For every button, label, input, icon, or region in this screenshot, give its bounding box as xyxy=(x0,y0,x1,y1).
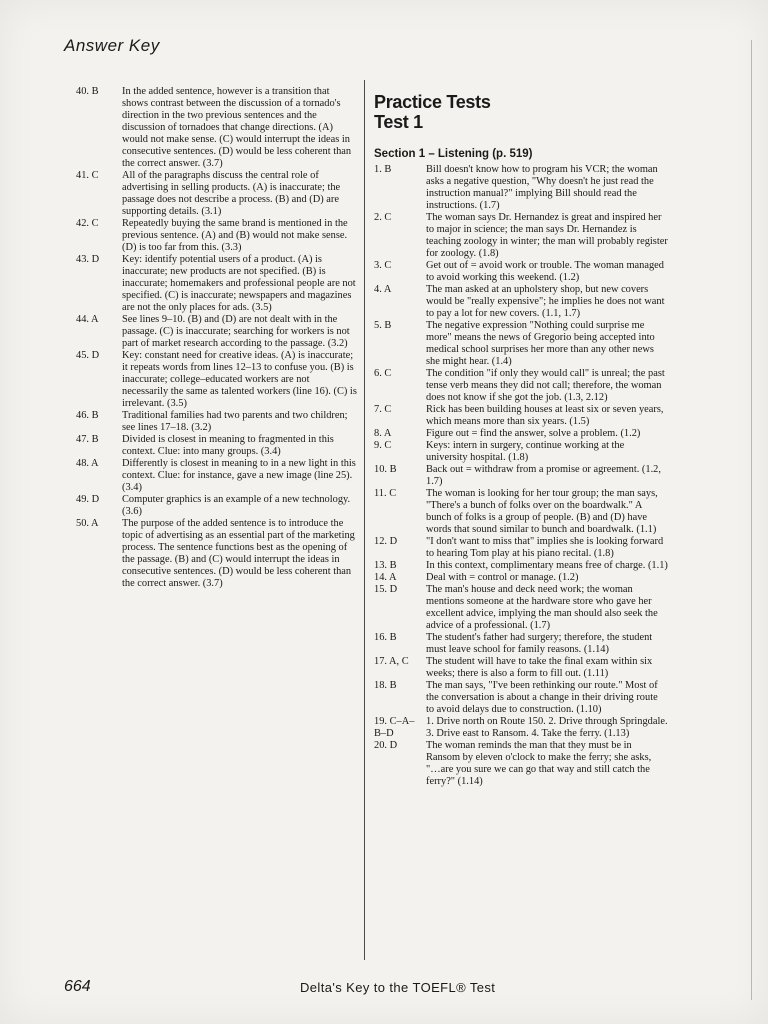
answer-number: 2. C xyxy=(374,212,392,223)
answer-number: 15. D xyxy=(374,584,398,595)
answer-explanation: The purpose of the added sentence is to introduce the topic of advertising as an essential part of the marketing process. The sentence functions best as the opening of the passage. (B) and (C) would interrupt the ideas in consecutive sentences. (D) would be less coherent than the correct answer. (3.7) xyxy=(122,518,355,589)
answer-entry xyxy=(374,656,668,680)
answer-entry xyxy=(76,494,358,518)
answer-number: 3. C xyxy=(374,260,392,271)
answer-explanation: The woman says Dr. Hernandez is great and inspired her to major in science; the man says Dr. Hernandez is teaching zoology in winter; the man will probably register for zoology. (1.8) xyxy=(426,212,668,259)
answer-entry xyxy=(374,680,668,716)
answer-number: 6. C xyxy=(374,368,392,379)
answer-explanation: Keys: intern in surgery, continue working at the university hospital. (1.8) xyxy=(426,440,625,463)
column-divider xyxy=(364,80,365,960)
answer-number: 8. A xyxy=(374,428,392,439)
answer-number: 48. A xyxy=(76,458,99,469)
answer-explanation: All of the paragraphs discuss the central role of advertising in selling products. (A) is inaccurate; the passage does not describe a process. (B) and (D) are supporting details. (3.1) xyxy=(122,170,341,217)
answer-explanation: Differently is closest in meaning to in a new light in this context. Clue: for instance, gave a new image (line 25). (3.4) xyxy=(122,458,356,493)
answer-entry xyxy=(76,350,358,410)
answer-number: 20. D xyxy=(374,740,398,751)
answer-entry xyxy=(76,170,358,218)
answer-explanation: See lines 9–10. (B) and (D) are not dealt with in the passage. (C) is inaccurate; searching for workers is not part of market research according to the passage. (3.2) xyxy=(122,314,350,349)
answer-number: 10. B xyxy=(374,464,397,475)
answer-entry xyxy=(76,254,358,314)
page-edge xyxy=(751,40,752,1000)
answer-number: 1. B xyxy=(374,164,392,175)
answer-explanation: Traditional families had two parents and two children; see lines 17–18. (3.2) xyxy=(122,410,348,433)
answer-explanation: The student will have to take the final exam within six weeks; there is also a form to fill out. (1.11) xyxy=(426,656,653,679)
page-number: 664 xyxy=(64,978,91,995)
answer-entry xyxy=(374,536,668,560)
answer-entry xyxy=(374,428,668,440)
answer-number: 4. A xyxy=(374,284,392,295)
answer-number: 49. D xyxy=(76,494,100,505)
answer-number: 14. A xyxy=(374,572,397,583)
answer-entry xyxy=(76,518,358,590)
answer-explanation: Divided is closest in meaning to fragmented in this context. Clue: into many groups. (3.4) xyxy=(122,434,334,457)
right-column xyxy=(374,92,668,788)
answer-entry xyxy=(374,740,668,788)
answer-entry xyxy=(374,488,668,536)
answer-entry xyxy=(374,284,668,320)
answer-entry xyxy=(374,572,668,584)
answer-explanation: Key: identify potential users of a product. (A) is inaccurate; new products are not specified. (B) is inaccurate; homemakers and professional people are not specified. (C) is inaccurate; newspapers and magazines are not the only places for ads. (3.5) xyxy=(122,254,356,313)
answer-number: 44. A xyxy=(76,314,99,325)
answer-entry xyxy=(374,632,668,656)
section-heading-2: Test 1 xyxy=(374,112,423,132)
answer-number: 45. D xyxy=(76,350,100,361)
answer-entry xyxy=(374,164,668,212)
answer-explanation: Back out = withdraw from a promise or agreement. (1.2, 1.7) xyxy=(426,464,661,487)
left-column xyxy=(76,86,358,590)
answer-number: 47. B xyxy=(76,434,99,445)
answer-entry xyxy=(76,434,358,458)
answer-number: 41. C xyxy=(76,170,99,181)
section-heading-1: Practice Tests xyxy=(374,92,491,112)
answer-entry xyxy=(374,368,668,404)
answer-entry xyxy=(374,716,668,740)
answer-number: 16. B xyxy=(374,632,397,643)
answer-number: 13. B xyxy=(374,560,397,571)
answer-explanation: In the added sentence, however is a transition that shows contrast between the discussion of a tornado's direction in the two previous sentences and the discussion of tornadoes that change directions. (A) would not make sense. (C) would interrupt the ideas in consecutive sentences. (D) would be less coherent than the correct answer. (3.7) xyxy=(122,86,352,169)
answer-explanation: Key: constant need for creative ideas. (A) is inaccurate; it repeats words from lines 12–13 to confuse you. (B) is inaccurate; college–educated workers are not necessarily the same as talented workers (line 16). (C) is irrelevant. (3.5) xyxy=(122,350,357,409)
answer-explanation: The man asked at an upholstery shop, but new covers would be "really expensive"; he implies he does not want to pay a lot for new covers. (1.1, 1.7) xyxy=(426,284,665,319)
answer-number: 50. A xyxy=(76,518,99,529)
answer-explanation: "I don't want to miss that" implies she is looking forward to hearing Tom play at his piano recital. (1.8) xyxy=(426,536,664,559)
answer-entry xyxy=(374,260,668,284)
answer-entry xyxy=(374,464,668,488)
answer-explanation: The man says, "I've been rethinking our route." Most of the conversation is about a change in their driving route to avoid delays due to construction. (1.10) xyxy=(426,680,658,715)
answer-explanation: 1. Drive north on Route 150. 2. Drive through Springdale. 3. Drive east to Ransom. 4. Take the ferry. (1.13) xyxy=(426,716,668,739)
answer-entry xyxy=(374,404,668,428)
answer-entry xyxy=(76,410,358,434)
answer-number: 40. B xyxy=(76,86,99,97)
answer-number: 18. B xyxy=(374,680,397,691)
answer-number: 17. A, C xyxy=(374,656,409,667)
answer-number: 42. C xyxy=(76,218,99,229)
answer-explanation: Bill doesn't know how to program his VCR; the woman asks a negative question, "Why doesn't he just read the instruction manual?" implying Bill should read the instructions. (1.7) xyxy=(426,164,658,211)
answer-explanation: Rick has been building houses at least six or seven years, which means more than six years. (1.5) xyxy=(426,404,664,427)
book-title: Delta's Key to the TOEFL® Test xyxy=(300,980,496,995)
answer-explanation: The negative expression "Nothing could surprise me more" means the news of Gregorio being accepted into medical school surprises her more than any other news she might hear. (1.4) xyxy=(426,320,655,367)
answer-number: 7. C xyxy=(374,404,392,415)
answer-explanation: Deal with = control or manage. (1.2) xyxy=(426,572,579,583)
right-entry-list xyxy=(374,164,668,788)
answer-entry xyxy=(76,458,358,494)
page-header: Answer Key xyxy=(64,36,160,55)
answer-explanation: In this context, complimentary means free of charge. (1.1) xyxy=(426,560,668,571)
answer-explanation: The student's father had surgery; therefore, the student must leave school for family reasons. (1.14) xyxy=(426,632,653,655)
answer-entry xyxy=(76,314,358,350)
answer-number: 5. B xyxy=(374,320,392,331)
answer-entry xyxy=(374,440,668,464)
answer-explanation: The woman reminds the man that they must be in Ransom by eleven o'clock to make the ferry; she asks, "…are you sure we can go that way and still catch the ferry?" (1.14) xyxy=(426,740,652,787)
answer-number: 46. B xyxy=(76,410,99,421)
answer-entry xyxy=(374,560,668,572)
answer-explanation: The condition "if only they would call" is unreal; the past tense verb means they did not call; therefore, the woman does not know if she got the job. (1.3, 2.12) xyxy=(426,368,665,403)
answer-explanation: Get out of = avoid work or trouble. The woman managed to avoid working this weekend. (1.2) xyxy=(426,260,664,283)
answer-explanation: Computer graphics is an example of a new technology. (3.6) xyxy=(122,494,351,517)
answer-explanation: The woman is looking for her tour group; the man says, "There's a bunch of folks over on the boardwalk." A bunch of folks is a group of people. (B) and (D) have words that sound similar to bunch and boardwalk. (1.1) xyxy=(426,488,658,535)
answer-entry xyxy=(374,320,668,368)
answer-explanation: Repeatedly buying the same brand is mentioned in the previous sentence. (A) and (B) would not make sense. (D) is too far from this. (3.3) xyxy=(122,218,348,253)
answer-number: 11. C xyxy=(374,488,397,499)
answer-entry xyxy=(76,218,358,254)
answer-number: 43. D xyxy=(76,254,100,265)
answer-explanation: Figure out = find the answer, solve a problem. (1.2) xyxy=(426,428,641,439)
answer-entry xyxy=(76,86,358,170)
answer-explanation: The man's house and deck need work; the woman mentions someone at the hardware store who gave her excellent advice, implying the man should also seek the advice of a professional. (1.7) xyxy=(426,584,658,631)
answer-number: 12. D xyxy=(374,536,398,547)
answer-entry xyxy=(374,212,668,260)
section-label: Section 1 – Listening (p. 519) xyxy=(374,148,533,160)
answer-number: 9. C xyxy=(374,440,392,451)
answer-number: 19. C–A–B–D xyxy=(374,716,415,739)
answer-entry xyxy=(374,584,668,632)
